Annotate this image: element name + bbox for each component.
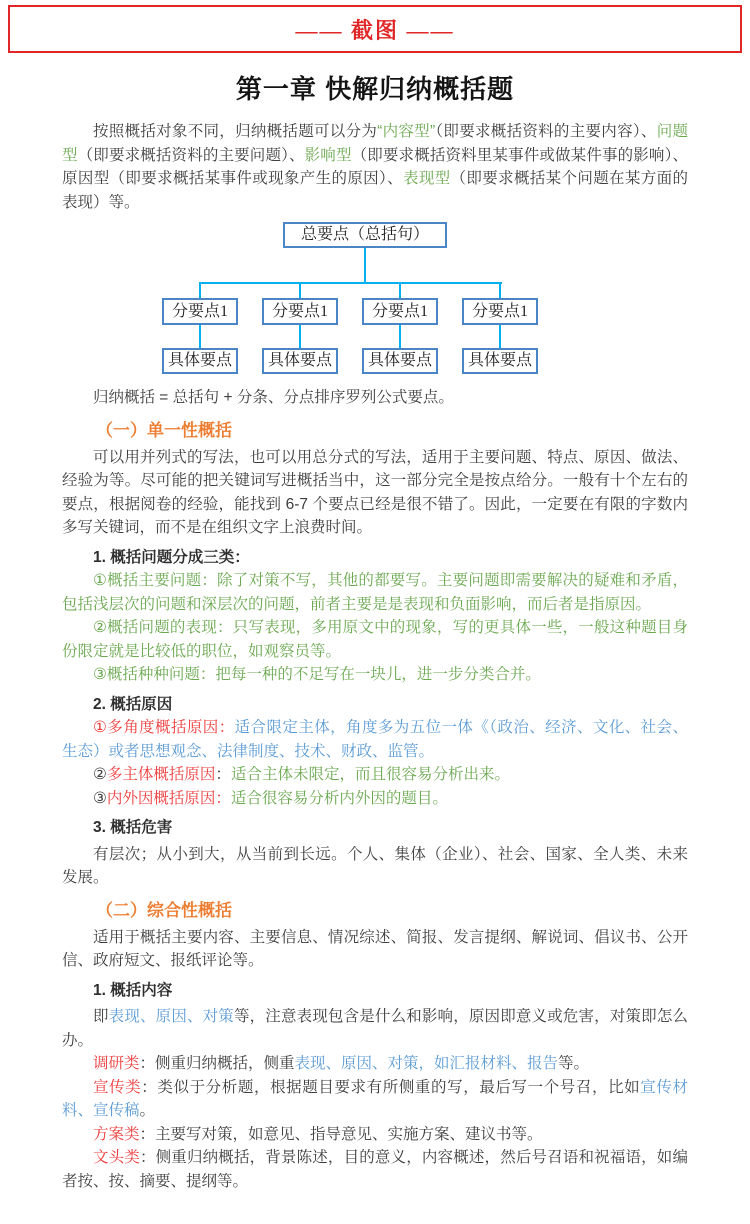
text-segment: 即 [93, 1008, 109, 1025]
diagram-branch-box: 分要点1 [262, 298, 338, 325]
text-segment: 适合很容易分析内外因的题目。 [230, 789, 448, 807]
doc-type-plan [62, 1123, 688, 1147]
text-segment: （即要求概括某个问题在某方面的表现）等。 [62, 170, 688, 211]
text-segment: 宣传材料、宣传稿 [62, 1078, 688, 1119]
formula-line: 归纳概括 = 总括句 + 分条、分点排序罗列公式要点。 [93, 389, 454, 406]
sub-heading-content: 1. 概括内容 [93, 981, 173, 999]
text-segment: ：类似于分析题，根据题目要求有所侧重的写，最后写一个号召，比如 [141, 1078, 641, 1096]
text-segment: （即要求概括资料的主要问题）、 [77, 146, 305, 164]
outline-structure-diagram [62, 220, 688, 378]
text-segment: ③ [93, 789, 107, 807]
section-two-heading: （二）综合性概括 [96, 900, 232, 920]
text-segment: ② [93, 766, 107, 783]
section-one-paragraph: 可以用并列式的写法，也可以用总分式的写法，适用于主要问题、特点、原因、做法、经验为等。尽可能的把关键词写进概括当中，这一部分完全是按点给分。一般有十个左右的要点，根据阅卷的经验，能找到 6-7 个要点已经是很不错了。因此，一定要在有限的字数内多写关键词，而不是在组织文字上浪费时间。 [62, 448, 688, 536]
sub-heading-reasons: 2. 概括原因 [93, 695, 173, 713]
text-segment: ：侧重归纳概括，侧重 [139, 1055, 295, 1072]
doc-type-header [62, 1146, 688, 1193]
text-segment: 。 [139, 1102, 156, 1119]
text-segment: （即要求概括资料里某事件或做某件事的影响）、原因型（即要求概括某事件或现象产生的原因）、 [62, 146, 688, 187]
section-two-paragraph: 适用于概括主要内容、主要信息、情况综述、简报、发言提纲、解说词、倡议书、公开信、政府短文、报纸评论等。 [62, 928, 688, 969]
diagram-connector-leaf [299, 325, 301, 348]
text-segment: 等，注意表现包含是什么和影响，原因即意义或危害，对策即怎么办。 [62, 1008, 688, 1049]
text-segment: 等。 [558, 1055, 590, 1072]
reason-item-3 [62, 787, 688, 811]
harm-paragraph: 有层次；从小到大，从当前到长远。个人、集体（企业）、社会、国家、全人类、未来发展。 [62, 845, 688, 886]
section-one-heading: （一）单一性概括 [96, 420, 232, 440]
text-segment: 按照概括对象不同，归纳概括题可以分为 [93, 123, 378, 140]
text-segment: 表现、原因、对策 [108, 1008, 234, 1025]
text-segment: ：主要写对策，如意见、指导意见、实施方案、建议书等。 [139, 1125, 543, 1143]
text-segment: 多主体概括原因 [106, 766, 216, 783]
text-segment: 内外因概括原因： [106, 789, 231, 807]
text-segment: 文头类 [93, 1149, 140, 1166]
screenshot-banner [8, 5, 742, 53]
reason-item-2 [62, 763, 688, 787]
chapter-title: 第一章 快解归纳概括题 [235, 74, 515, 104]
diagram-leaf-box: 具体要点 [162, 348, 238, 374]
type-item-2: ②概括问题的表现：只写表现，多用原文中的现象，写的更具体一些，一般这种题目身份限定就是比较低的职位，如观察员等。 [62, 619, 688, 660]
text-segment: 表现型 [402, 170, 451, 187]
text-segment: ①多角度概括原因： [93, 719, 235, 736]
diagram-connector-drop [299, 282, 301, 298]
doc-type-publicity [62, 1076, 688, 1123]
text-segment: 问题型 [62, 123, 688, 164]
diagram-leaf-box: 具体要点 [362, 348, 438, 374]
sub-heading-three-types: 1. 概括问题分成三类： [93, 548, 250, 566]
doc-type-survey [62, 1052, 688, 1076]
diagram-connector-leaf [399, 325, 401, 348]
intro-paragraph [62, 120, 688, 214]
diagram-connector-drop [399, 282, 401, 298]
diagram-root-box: 总要点（总括句） [283, 222, 447, 248]
text-segment: 影响型 [304, 146, 352, 164]
diagram-connector-drop [199, 282, 201, 298]
text-segment: ：侧重归纳概括，背景陈述，目的意义，内容概述，然后号召语和祝福语，如编者按、按、摘要、提纲等。 [62, 1149, 688, 1190]
reason-item-1 [62, 716, 688, 763]
content-paragraph [62, 1005, 688, 1052]
type-item-1: ①概括主要问题：除了对策不写，其他的都要写。主要问题即需要解决的疑难和矛盾，包括浅层次的问题和深层次的问题，前者主要是是表现和负面影响，而后者是指原因。 [62, 572, 688, 613]
diagram-connector-leaf [199, 325, 201, 348]
type-item-3: ③概括种种问题：把每一种的不足写在一块儿，进一步分类合并。 [93, 666, 541, 683]
diagram-leaf-box: 具体要点 [462, 348, 538, 374]
text-segment: （即要求概括资料的主要内容）、 [435, 123, 657, 140]
text-segment: 适合限定主体，角度多为五位一体《（政治、经济、文化、社会、生态）或者思想观念、法律制度、技术、财政、监管。 [62, 719, 688, 760]
diagram-branch-box: 分要点1 [462, 298, 538, 325]
diagram-branch-box: 分要点1 [362, 298, 438, 325]
text-segment: 宣传类 [93, 1078, 142, 1096]
sub-heading-harm: 3. 概括危害 [93, 819, 173, 836]
diagram-connector-leaf [499, 325, 501, 348]
diagram-connector-root [364, 248, 366, 283]
diagram-connector-drop [499, 282, 501, 298]
text-segment: ： [215, 766, 231, 783]
document-body [0, 120, 750, 1193]
screenshot-banner-label: —— 截图 —— [295, 17, 455, 43]
text-segment: 方案类 [93, 1125, 140, 1143]
diagram-connector-horizontal [199, 282, 502, 284]
text-segment: 调研类 [93, 1055, 140, 1072]
text-segment: “内容型” [377, 123, 436, 140]
diagram-branch-box: 分要点1 [162, 298, 238, 325]
text-segment: 适合主体未限定，而且很容易分析出来。 [230, 766, 510, 783]
text-segment: 表现、原因、对策，如汇报材料、报告 [294, 1055, 559, 1072]
diagram-leaf-box: 具体要点 [262, 348, 338, 374]
